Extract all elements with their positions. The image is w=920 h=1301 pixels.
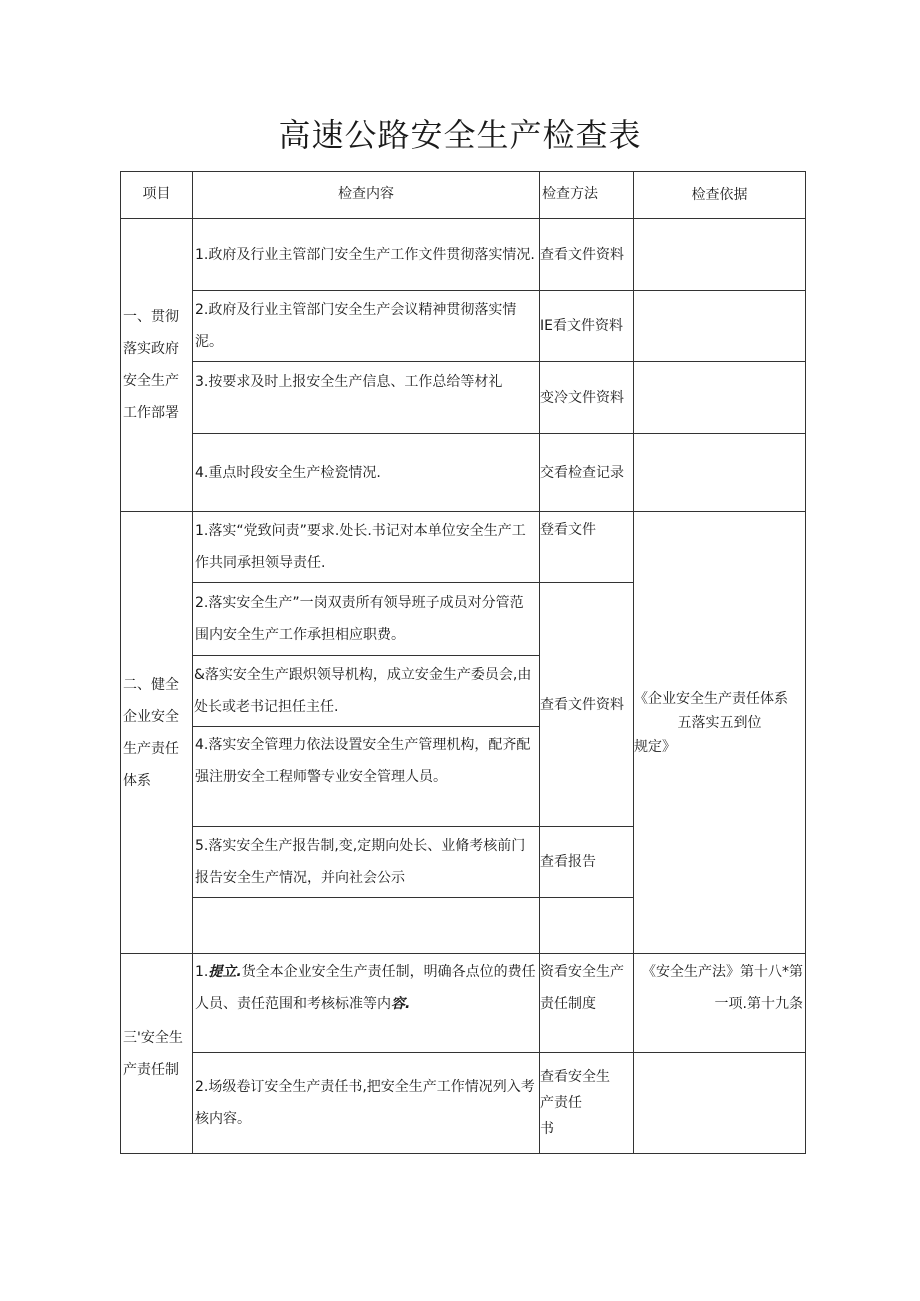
row-content: 1.政府及行业主管部门安全生产工作文件贯彻落实情况. xyxy=(193,219,540,291)
row-content: 2.场级卷订安全生产责任书,把安全生产工作情况列入考核内容。 xyxy=(193,1053,540,1154)
page-title: 高速公路安全生产检查表 xyxy=(278,116,642,154)
row-content: 5.落实安全生产报告制,变,定期向处长、业脩考核前门报告安全生产情况，并向社会公示 xyxy=(193,827,540,898)
table-row xyxy=(121,1053,806,1154)
row-basis xyxy=(634,1053,806,1154)
header-method: 检查方法 xyxy=(540,172,634,219)
row-content: 4.落实安全管理力依法设置安全生产管理机构，配齐配强注册安全工程师警专业安全管理人员。 xyxy=(193,727,540,827)
row-method xyxy=(540,1053,634,1154)
row-method-shared: 查看文件资料 xyxy=(540,583,634,827)
table-row xyxy=(121,219,806,291)
method-line: 书 xyxy=(540,1121,554,1137)
content-mid: 货全本企业安全生产责任制，明确各点位的费任人员、责任范围和考核标准等内 xyxy=(195,964,536,1012)
header-basis: 检查依据 xyxy=(634,172,806,219)
content-bold-end: 容. xyxy=(391,996,411,1012)
table-row xyxy=(121,954,806,1053)
inspection-table xyxy=(120,171,806,1154)
row-content-empty xyxy=(193,898,540,954)
table-row xyxy=(121,291,806,362)
basis-line: 五落实五到位 xyxy=(677,714,762,731)
method-line: 查看安全生 xyxy=(540,1069,610,1085)
content-bold: 提立. xyxy=(208,964,242,980)
row-basis xyxy=(634,219,806,291)
row-content: &落实安全生产跟炽领导机构，成立安金生产委员会,由处长或老书记担任主任. xyxy=(193,656,540,727)
row-method: 查看文件资料 xyxy=(540,219,634,291)
row-method: IE看文件资料 xyxy=(540,291,634,362)
row-method: 查看报告 xyxy=(540,827,634,898)
row-basis xyxy=(634,434,806,512)
content-prefix: 1. xyxy=(195,964,209,980)
section-name-1: 一、贯彻落实政府安全生产工作部署 xyxy=(121,219,193,512)
basis-line: 规定》 xyxy=(634,738,676,755)
row-method: 交看检查记录 xyxy=(540,434,634,512)
row-content: 2.政府及行业主管部门安全生产会议精神贯彻落实情泥。 xyxy=(193,291,540,362)
row-basis xyxy=(634,362,806,434)
row-method-empty xyxy=(540,898,634,954)
row-basis-shared xyxy=(634,512,806,954)
row-method: 资看安全生产责任制度 xyxy=(540,954,634,1053)
header-item: 项目 xyxy=(121,172,193,219)
basis-line: 《企业安全生产责任体系 xyxy=(634,690,788,707)
row-content xyxy=(193,954,540,1053)
section-name-2: 二、健全企业安全生产责任体系 xyxy=(121,512,193,954)
row-basis xyxy=(634,291,806,362)
method-line: 产责任 xyxy=(540,1095,582,1111)
row-content: 1.落实“党致问责”要求.处长.书记对本单位安全生产工作共同承担领导责任. xyxy=(193,512,540,583)
header-content: 检查内容 xyxy=(193,172,540,219)
table-row xyxy=(121,512,806,583)
row-basis: 《安全生产法》第十八*第一项.第十九条 xyxy=(634,954,806,1053)
section-name-3: 三'安全生产责任制 xyxy=(121,954,193,1154)
row-method: 变冷文件资料 xyxy=(540,362,634,434)
header-row xyxy=(121,172,806,219)
table-row xyxy=(121,434,806,512)
row-content: 4.重点时段安全生产检瓷情况. xyxy=(193,434,540,512)
table-row xyxy=(121,362,806,434)
row-method: 登看文件 xyxy=(540,512,634,583)
row-content: 3.按要求及时上报安全生产信息、工作总给等材礼 xyxy=(193,362,540,434)
row-content: 2.落实安全生产”一岗双责所有领导班子成员对分管范围内安全生产工作承担相应职费。 xyxy=(193,583,540,656)
